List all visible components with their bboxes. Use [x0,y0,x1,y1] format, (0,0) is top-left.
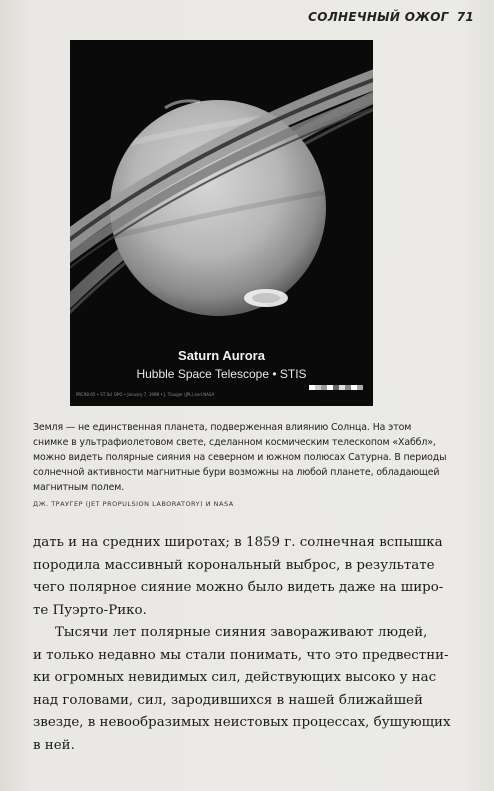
body-line: породила массивный корональный выброс, в результате [33,557,435,573]
body-line: дать и на средних широтах; в 1859 г. солнечная вспышка [33,535,443,550]
body-text [33,532,451,757]
caption-line: солнечной активности магнитные бури возможны на любой планете, обладающей [33,467,440,478]
body-line: и только недавно мы стали понимать, что это предвестни- [33,647,449,663]
body-line: над головами, сил, зародившихся в нашей ближайшей [33,692,423,708]
body-line: те Пуэрто-Рико. [33,602,147,618]
caption-line: можно видеть полярные сияния на северном и южном полюсах Сатурна. В периоды [33,452,447,463]
body-line: звезде, в невообразимых неистовых процессах, бушующих [33,715,451,730]
grayscale-bar [309,385,363,390]
body-line: в ней. [33,737,75,753]
caption-line: Земля — не единственная планета, подверженная влиянию Солнца. На этом [33,422,412,433]
running-title: СОЛНЕЧНЫЙ ОЖОГ [308,10,449,24]
page-number: 71 [456,10,474,24]
body-line: ки огромных невидимых сил, действующих высоко у нас [33,670,437,685]
body-line: Тысячи лет полярные сияния завораживают людей, [55,625,428,640]
photo-title: Saturn Aurora [178,348,265,363]
photo-credit-strip: PRC98-05 • ST ScI OPO • January 7, 1998 • J. Trauger (JPL) and NASA [76,392,215,397]
running-head [308,10,474,24]
figure-caption [33,420,445,495]
figure-credit: ДЖ. ТРАУГЕР (JET PROPULSION LABORATORY) И NASA [33,500,234,508]
body-line: чего полярное сияние можно было видеть даже на широ- [33,580,444,595]
caption-line: снимке в ультрафиолетовом свете, сделанном космическим телескопом «Хаббл», [33,437,436,448]
caption-line: магнитным полем. [33,482,125,493]
photo-subtitle: Hubble Space Telescope • STIS [136,367,307,381]
saturn-aurora-photo [70,40,373,406]
